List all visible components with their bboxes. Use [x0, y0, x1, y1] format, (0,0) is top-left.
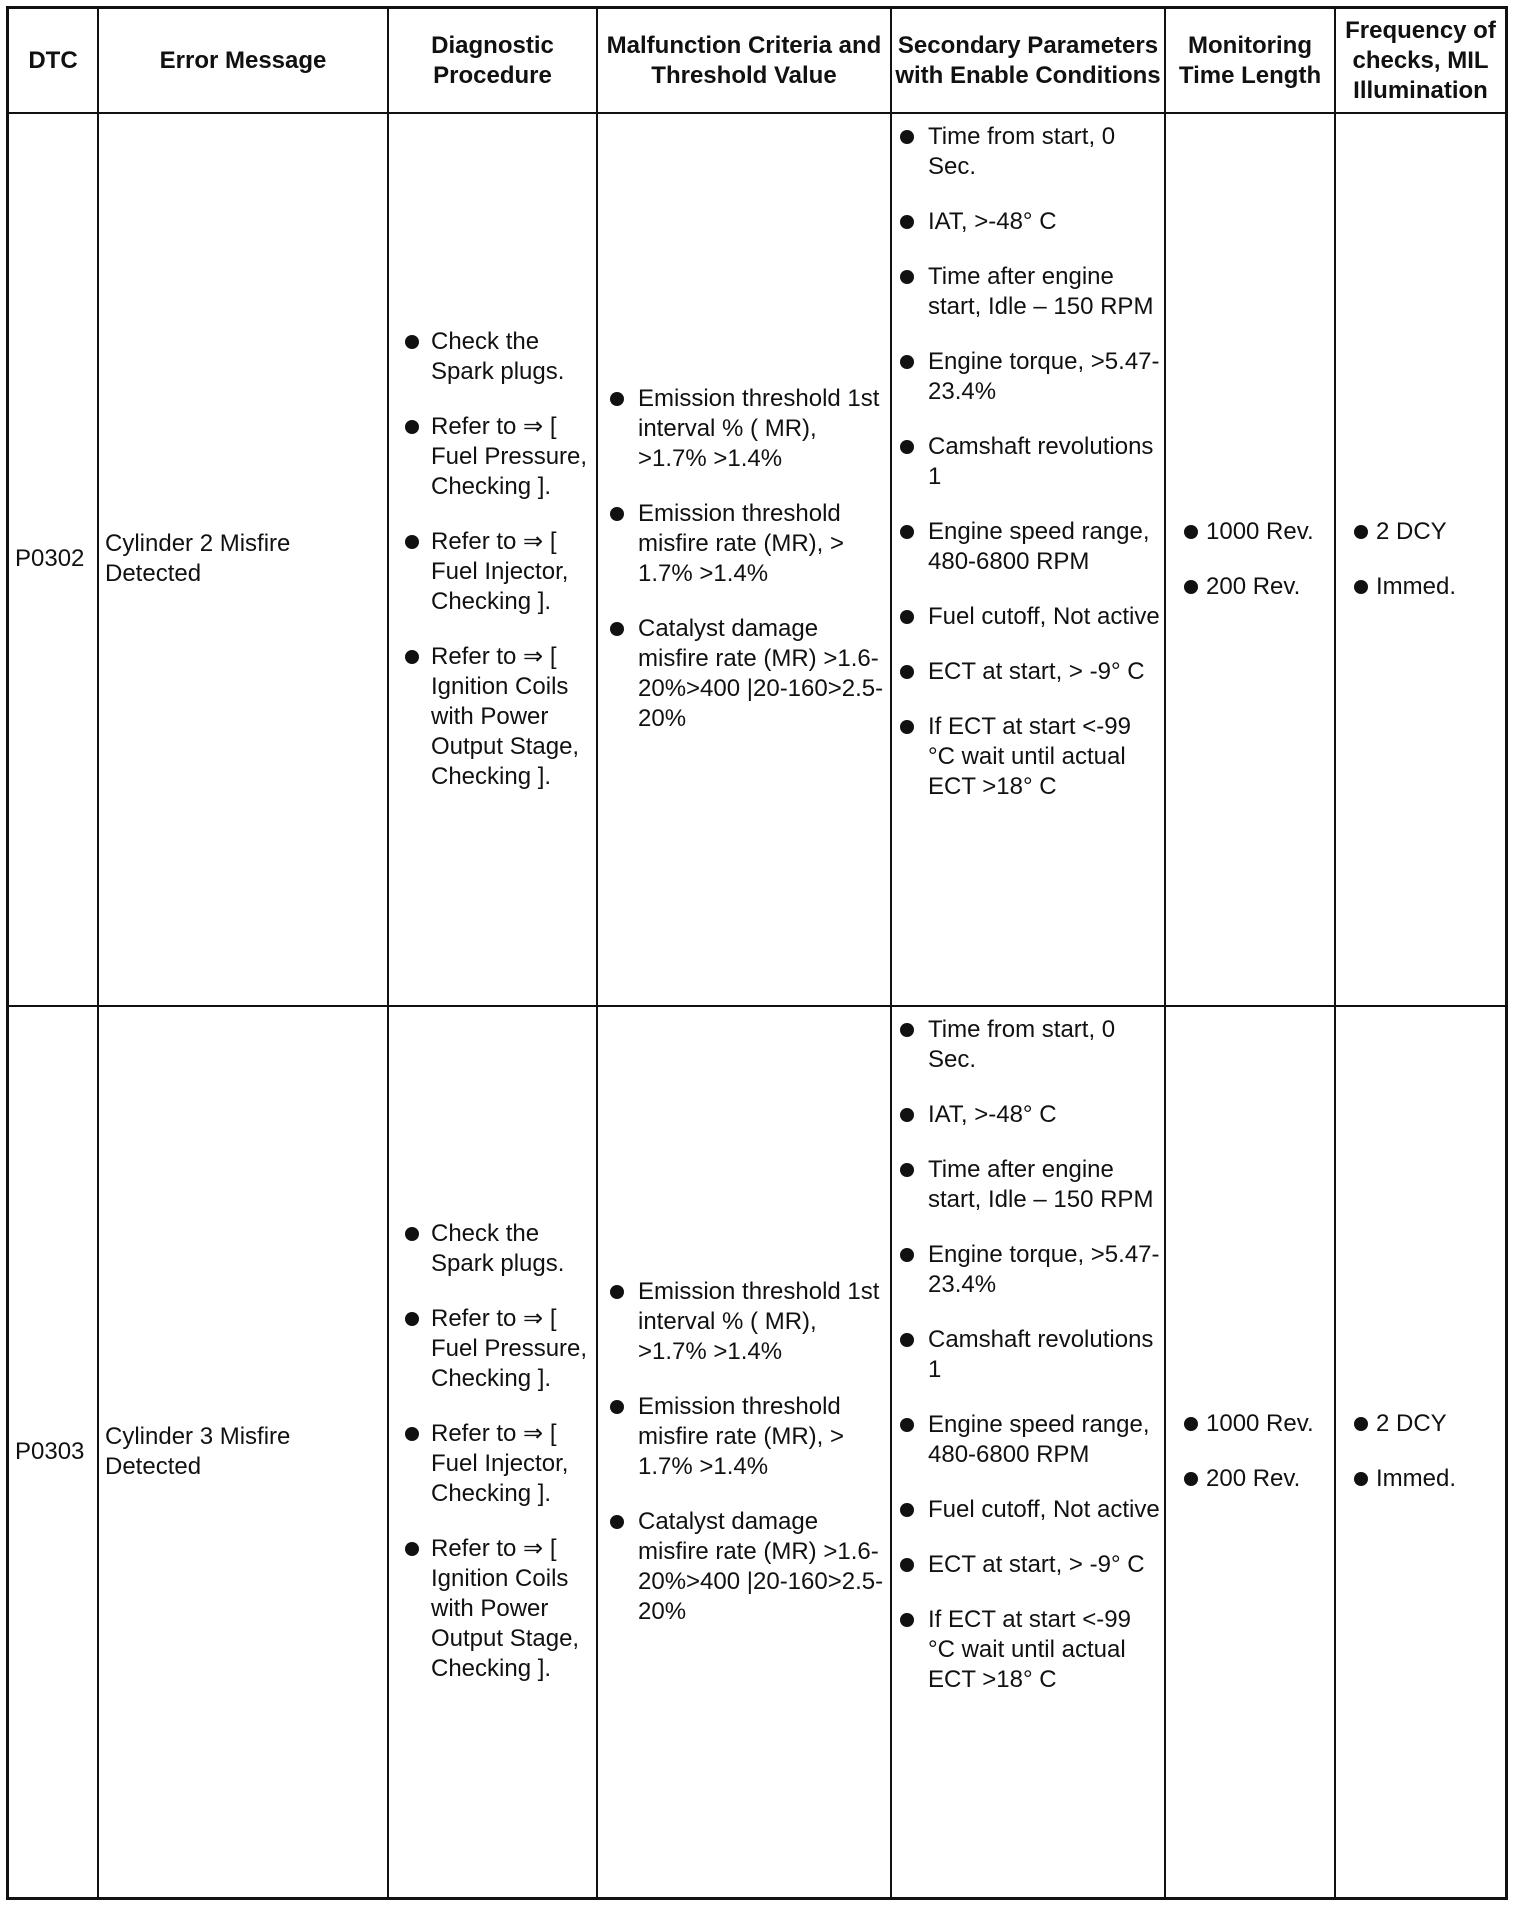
- procedure-cell: [388, 1006, 597, 1897]
- list-item: 200 Rev.: [1166, 1464, 1334, 1494]
- list-item: 2 DCY: [1336, 517, 1505, 547]
- list-item: ECT at start, > -9° C: [892, 1550, 1164, 1580]
- list-item: Emission threshold 1st interval % ( MR), >1.7% >1.4%: [598, 384, 890, 474]
- table-row: [9, 113, 1505, 1006]
- list-item: Time from start, 0 Sec.: [892, 122, 1164, 182]
- list-item: Immed.: [1336, 1464, 1505, 1494]
- criteria-cell: [597, 1006, 891, 1897]
- list-item: If ECT at start <-99 °C wait until actual ECT >18° C: [892, 712, 1164, 802]
- monitoring-cell: [1165, 1006, 1335, 1897]
- list-item: Emission threshold 1st interval % ( MR), >1.7% >1.4%: [598, 1277, 890, 1367]
- list-item: 200 Rev.: [1166, 572, 1334, 602]
- header-dtc: DTC: [9, 9, 98, 113]
- dtc-code: P0303: [9, 1006, 98, 1897]
- list-item: Refer to ⇒ [ Fuel Injector, Checking ].: [389, 527, 596, 617]
- criteria-cell: [597, 113, 891, 1006]
- list-item: Time after engine start, Idle – 150 RPM: [892, 1155, 1164, 1215]
- error-message: Cylinder 2 Misfire Detected: [98, 113, 388, 1006]
- list-item: Emission threshold misfire rate (MR), > 1.7% >1.4%: [598, 499, 890, 589]
- error-message: Cylinder 3 Misfire Detected: [98, 1006, 388, 1897]
- list-item: Emission threshold misfire rate (MR), > 1.7% >1.4%: [598, 1392, 890, 1482]
- list-item: ECT at start, > -9° C: [892, 657, 1164, 687]
- header-monitoring-time: Monitoring Time Length: [1165, 9, 1335, 113]
- header-error-message: Error Message: [98, 9, 388, 113]
- list-item: Check the Spark plugs.: [389, 327, 596, 387]
- header-diagnostic-procedure: Diagnostic Procedure: [388, 9, 597, 113]
- secondary-parameters-cell: [891, 113, 1165, 1006]
- list-item: IAT, >-48° C: [892, 1100, 1164, 1130]
- list-item: Fuel cutoff, Not active: [892, 1495, 1164, 1525]
- list-item: Fuel cutoff, Not active: [892, 602, 1164, 632]
- list-item: Camshaft revolutions 1: [892, 432, 1164, 492]
- list-item: Immed.: [1336, 572, 1505, 602]
- frequency-cell: [1335, 1006, 1505, 1897]
- dtc-table-sheet: [6, 6, 1508, 1900]
- list-item: Catalyst damage misfire rate (MR) >1.6-20%>400 |20-160>2.5-20%: [598, 614, 890, 734]
- table-row: [9, 1006, 1505, 1897]
- list-item: Engine torque, >5.47-23.4%: [892, 1240, 1164, 1300]
- dtc-table: [9, 9, 1505, 1897]
- list-item: Camshaft revolutions 1: [892, 1325, 1164, 1385]
- list-item: Engine speed range, 480-6800 RPM: [892, 517, 1164, 577]
- list-item: Refer to ⇒ [ Ignition Coils with Power Output Stage, Checking ].: [389, 642, 596, 792]
- list-item: If ECT at start <-99 °C wait until actual ECT >18° C: [892, 1605, 1164, 1695]
- list-item: Catalyst damage misfire rate (MR) >1.6-20%>400 |20-160>2.5-20%: [598, 1507, 890, 1627]
- list-item: Engine torque, >5.47-23.4%: [892, 347, 1164, 407]
- procedure-cell: [388, 113, 597, 1006]
- list-item: Refer to ⇒ [ Fuel Pressure, Checking ].: [389, 412, 596, 502]
- list-item: Time after engine start, Idle – 150 RPM: [892, 262, 1164, 322]
- list-item: IAT, >-48° C: [892, 207, 1164, 237]
- header-malfunction-criteria: Malfunction Criteria and Threshold Value: [597, 9, 891, 113]
- frequency-cell: [1335, 113, 1505, 1006]
- list-item: Refer to ⇒ [ Fuel Injector, Checking ].: [389, 1419, 596, 1509]
- secondary-parameters-cell: [891, 1006, 1165, 1897]
- dtc-code: P0302: [9, 113, 98, 1006]
- list-item: 1000 Rev.: [1166, 517, 1334, 547]
- header-secondary-parameters: Secondary Parameters with Enable Conditions: [891, 9, 1165, 113]
- list-item: Refer to ⇒ [ Fuel Pressure, Checking ].: [389, 1304, 596, 1394]
- list-item: Check the Spark plugs.: [389, 1219, 596, 1279]
- list-item: Time from start, 0 Sec.: [892, 1015, 1164, 1075]
- list-item: Refer to ⇒ [ Ignition Coils with Power Output Stage, Checking ].: [389, 1534, 596, 1684]
- list-item: Engine speed range, 480-6800 RPM: [892, 1410, 1164, 1470]
- monitoring-cell: [1165, 113, 1335, 1006]
- header-row: [9, 9, 1505, 113]
- header-frequency: Frequency of checks, MIL Illumination: [1335, 9, 1505, 113]
- list-item: 1000 Rev.: [1166, 1409, 1334, 1439]
- list-item: 2 DCY: [1336, 1409, 1505, 1439]
